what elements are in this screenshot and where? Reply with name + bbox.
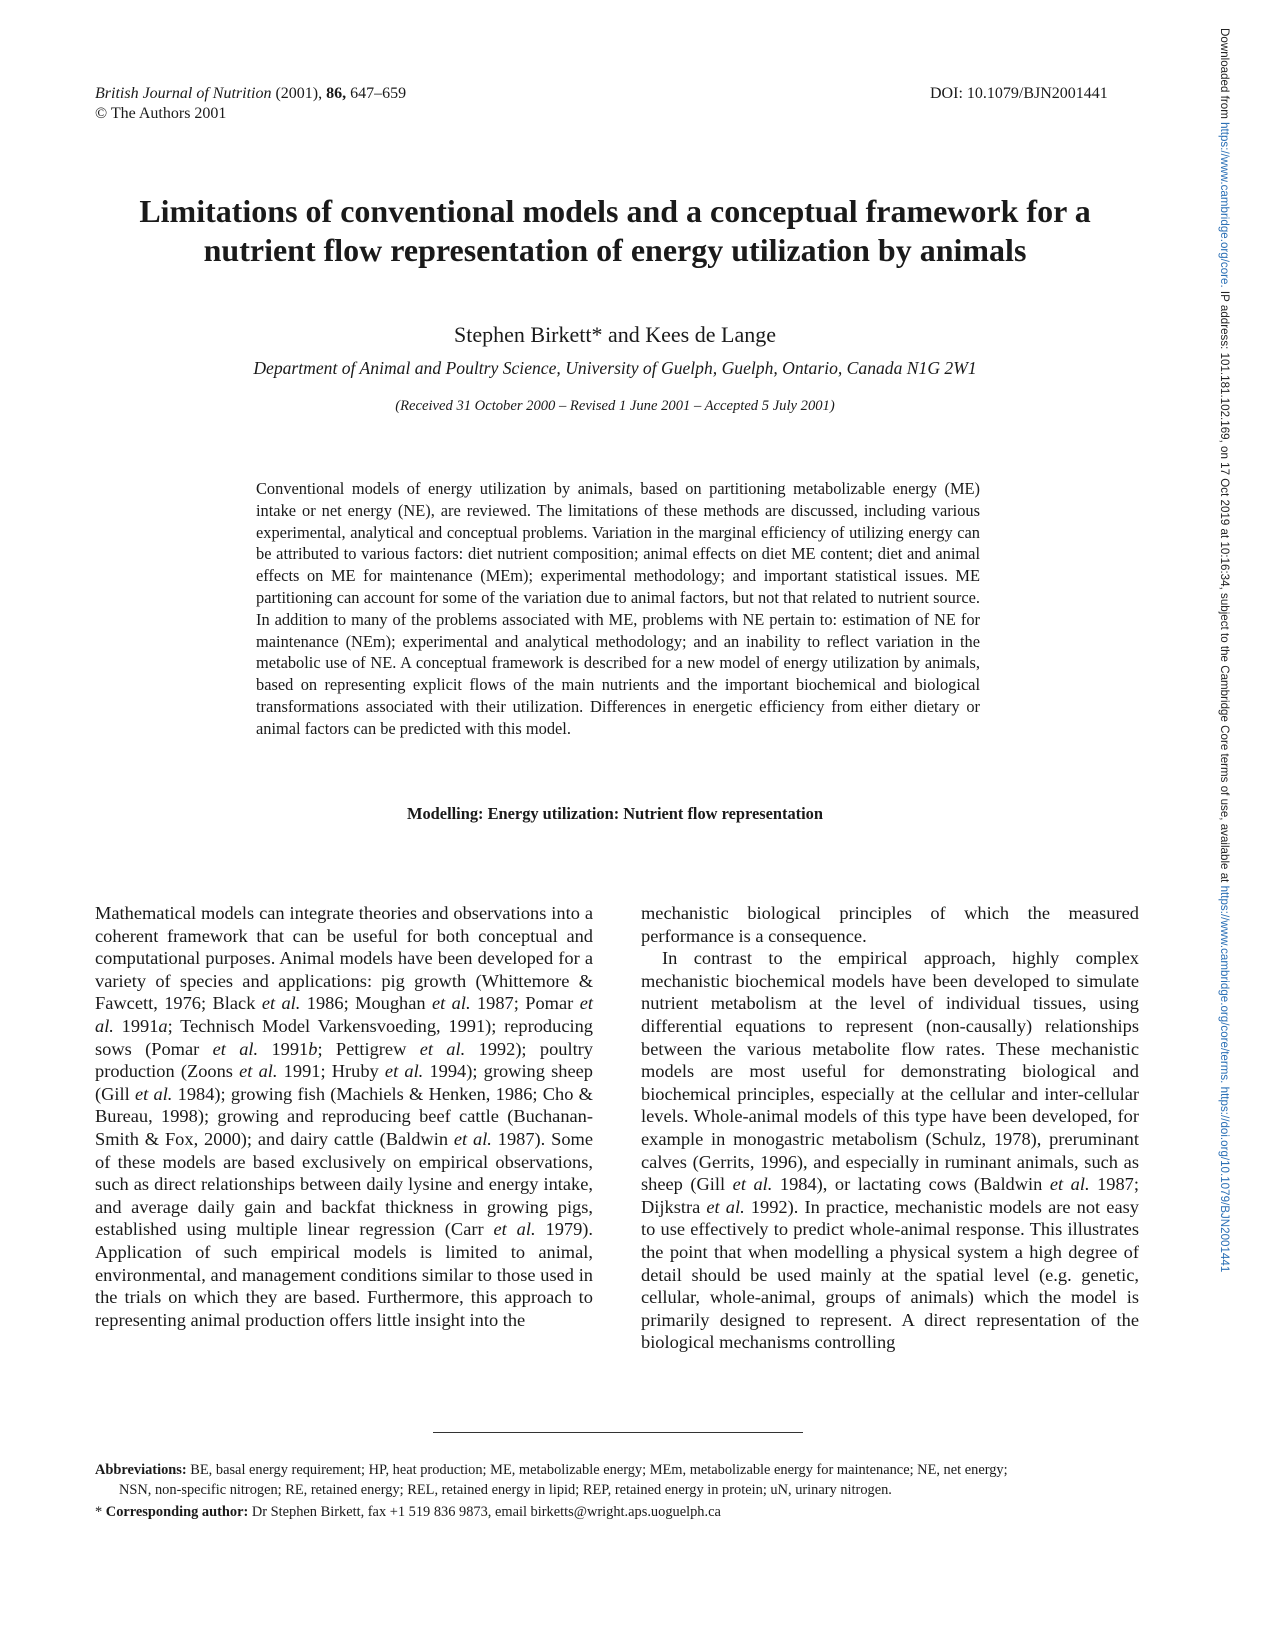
notice-text: Downloaded from bbox=[1218, 28, 1231, 123]
journal-pages: 647–659 bbox=[350, 85, 407, 102]
cambridge-core-link[interactable]: https://www.cambridge.org/core. bbox=[1218, 122, 1231, 288]
abstract: Conventional models of energy utilization by animals, based on partitioning metabolizable energy (ME) intake or net energy (NE), are reviewed. The limitations of these methods are discussed, including various experimental, analytical and conceptual problems. Variation in the marginal efficiency of utilizing energy can be attributed to various factors: diet nutrient composition; animal effects on diet ME content; diet and animal effects on ME for maintenance (MEm); experimental methodology; and important statistical issues. ME partitioning can account for some of the variation due to animal factors, but not that related to nutrient source. In addition to many of the problems associated with ME, problems with NE pertain to: estimation of NE for maintenance (NEm); experimental and analytical methodology; and an inability to reflect variation in the metabolic use of NE. A conceptual framework is described for a new model of energy utilization by animals, based on representing explicit flows of the main nutrients and the important biochemical and biological transformations associated with their utilization. Differences in energetic efficiency from either dietary or animal factors can be predicted with this model. bbox=[256, 479, 980, 738]
corresponding-author-footnote: * Corresponding author: Dr Stephen Birkett, fax +1 519 836 9873, email birketts@wright.aps.uoguelph.ca bbox=[95, 1504, 721, 1520]
doi-link[interactable]: https://doi.org/10.1079/BJN2001441 bbox=[1218, 1086, 1231, 1273]
body-column-right bbox=[641, 902, 1139, 1354]
doi-label: DOI: 10.1079/BJN2001441 bbox=[930, 85, 1108, 102]
paper-title: Limitations of conventional models and a conceptual framework for a nutrient flow representation of energy utilization by animals bbox=[139, 193, 1091, 268]
journal-citation bbox=[95, 84, 406, 104]
notice-text: IP address: 101.181.102.169, on 17 Oct 2019 at 10:16:34, subject to the Cambridge Core terms of use, available at bbox=[1218, 287, 1231, 886]
copyright-line: © The Authors 2001 bbox=[95, 105, 227, 122]
author-affiliation: Department of Animal and Poultry Science, University of Guelph, Guelph, Ontario, Canada N1G 2W1 bbox=[253, 358, 977, 378]
journal-year: (2001), bbox=[275, 85, 323, 102]
body-paragraph: Mathematical models can integrate theories and observations into a coherent framework that can be useful for both conceptual and computational purposes. Animal models have been developed for a variety of species and applications: pig growth (Whittemore & Fawcett, 1976; Black et al. 1986; Moughan et al. 1987; Pomar et al. 1991a; Technisch Model Varkensvoeding, 1991); reproducing sows (Pomar et al. 1991b; Pettigrew et al. 1992); poultry production (Zoons et al. 1991; Hruby et al. 1994); growing sheep (Gill et al. 1984); growing fish (Machiels & Henken, 1986; Cho & Bureau, 1998); growing and reproducing beef cattle (Buchanan-Smith & Fox, 2000); and dairy cattle (Baldwin et al. 1987). Some of these models are based exclusively on empirical observations, such as direct relationships between daily lysine and energy intake, and average daily gain and backfat thickness in growing pigs, established using multiple linear regression (Carr et al. 1979). Application of such empirical models is limited to animal, environmental, and management conditions similar to those used in the trials on which they are based. Furthermore, this approach to representing animal production offers little insight into the bbox=[95, 903, 593, 1330]
author-list: Stephen Birkett* and Kees de Lange bbox=[454, 322, 776, 347]
body-column-left bbox=[95, 902, 593, 1331]
abbreviations-footnote: Abbreviations: BE, basal energy requirement; HP, heat production; ME, metabolizable energy; MEm, metabolizable energy for maintenance; NE, net energy; NSN, non-specific nitrogen; RE, retained energy; REL, retained energy in lipid; REP, retained energy in protein; uN, urinary nitrogen. bbox=[95, 1462, 1008, 1498]
body-paragraph: mechanistic biological principles of which the measured performance is a consequence. bbox=[641, 903, 1139, 946]
journal-name: British Journal of Nutrition bbox=[95, 85, 272, 102]
body-paragraph: In contrast to the empirical approach, highly complex mechanistic biochemical models have been developed to simulate nutrient metabolism at the level of individual tissues, using differential equations to represent (non-causally) relationships between the various metabolite flow rates. These mechanistic models are most useful for demonstrating biological and biochemical principles, especially at the cellular and inter-cellular levels. Whole-animal models of this type have been developed, for example in monogastric metabolism (Schulz, 1978), preruminant calves (Gerrits, 1996), and especially in ruminant animals, such as sheep (Gill et al. 1984), or lactating cows (Baldwin et al. 1987; Dijkstra et al. 1992). In practice, mechanistic models are not easy to use effectively to predict whole-animal response. This illustrates the point that when modelling a physical system a high degree of detail should be used mainly at the spatial level (e.g. genetic, cellular, whole-animal, groups of animals) which the model is primarily designed to represent. A direct representation of the biological mechanisms controlling bbox=[641, 948, 1139, 1353]
received-dates: (Received 31 October 2000 – Revised 1 June 2001 – Accepted 5 July 2001) bbox=[395, 398, 835, 414]
terms-link[interactable]: https://www.cambridge.org/core/terms. bbox=[1218, 885, 1231, 1084]
keywords: Modelling: Energy utilization: Nutrient flow representation bbox=[407, 804, 823, 823]
download-notice bbox=[1212, 28, 1232, 1408]
journal-volume: 86, bbox=[326, 85, 347, 102]
footnote-divider bbox=[433, 1432, 803, 1433]
